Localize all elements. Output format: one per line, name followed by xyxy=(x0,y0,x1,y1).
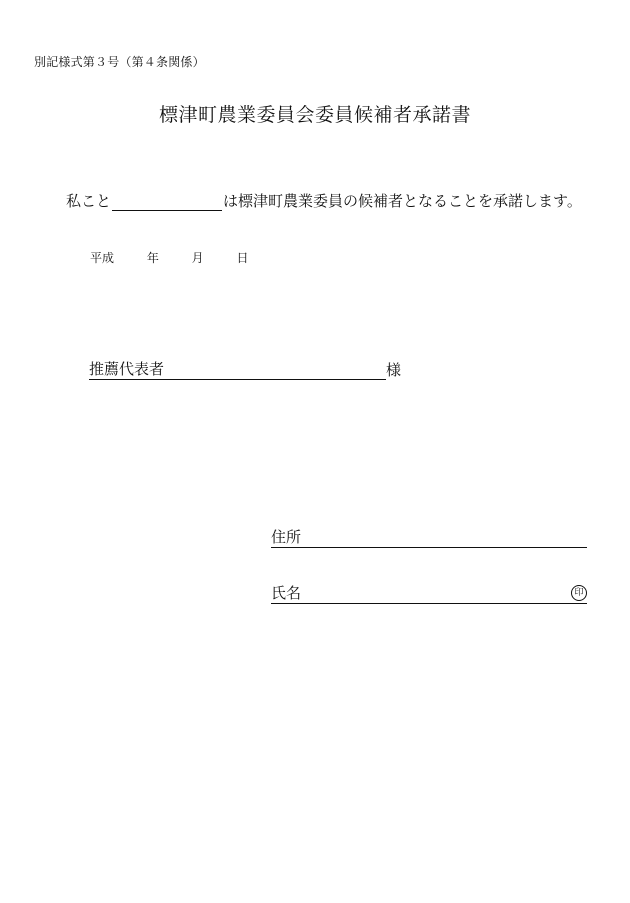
date-line xyxy=(90,249,249,266)
recommender-line xyxy=(89,358,401,380)
name-label: 氏名 xyxy=(271,584,302,602)
address-field[interactable] xyxy=(271,526,587,548)
date-day-label: 日 xyxy=(236,251,249,265)
name-blank[interactable] xyxy=(301,587,571,603)
seal-mark: 印 xyxy=(571,585,587,601)
address-blank[interactable] xyxy=(301,531,587,547)
recommender-honorific: 様 xyxy=(386,361,402,379)
document-title: 標津町農業委員会委員候補者承諾書 xyxy=(158,104,471,126)
name-field[interactable] xyxy=(271,582,587,604)
recommender-label: 推薦代表者 xyxy=(89,360,165,378)
date-month-label: 月 xyxy=(191,251,204,265)
consent-statement xyxy=(66,190,582,211)
candidate-name-blank[interactable] xyxy=(112,194,222,211)
address-label: 住所 xyxy=(271,528,302,546)
form-number: 別記様式第３号（第４条関係） xyxy=(34,55,205,69)
consent-suffix: は標津町農業委員の候補者となることを承諾します。 xyxy=(223,192,582,210)
recommender-field[interactable] xyxy=(89,358,386,380)
consent-prefix: 私こと xyxy=(66,192,112,210)
date-era: 平成 xyxy=(90,251,115,265)
date-year-label: 年 xyxy=(146,251,159,265)
recommender-blank[interactable] xyxy=(164,363,386,379)
